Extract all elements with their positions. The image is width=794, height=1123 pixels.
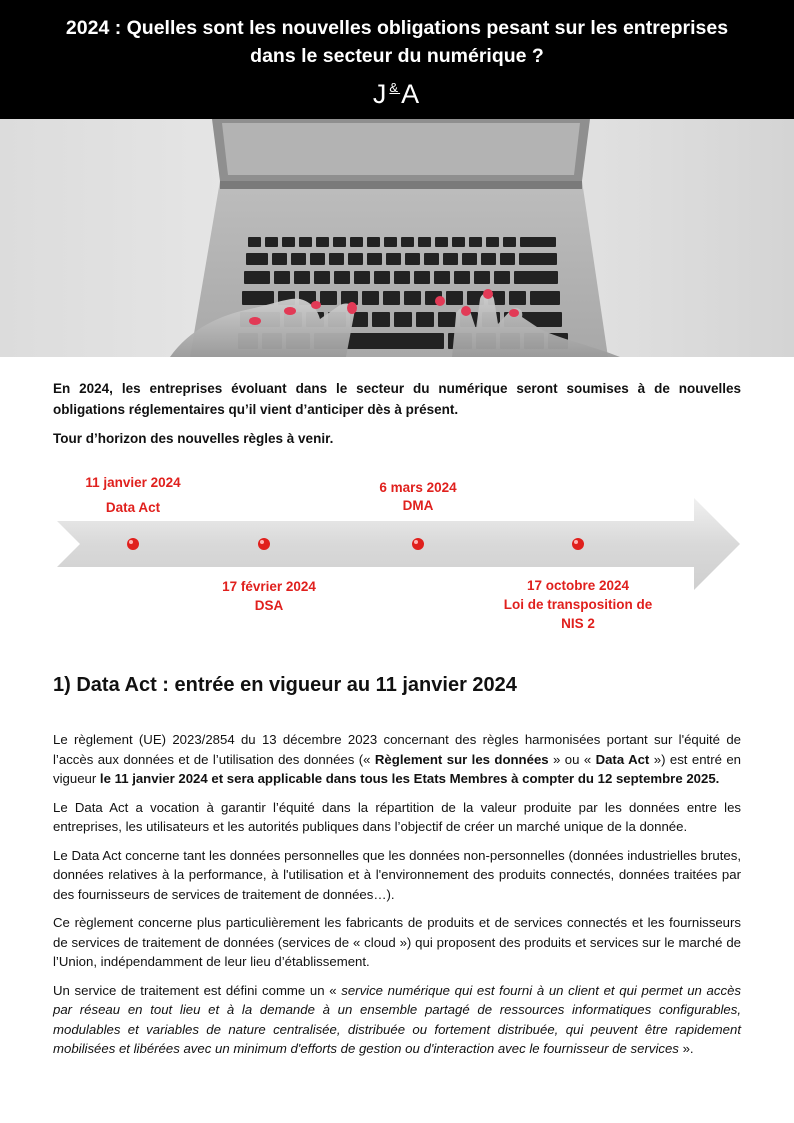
marker-data-act	[127, 538, 139, 550]
hero-laptop-image	[0, 119, 794, 357]
timeline	[0, 470, 794, 640]
event-date: 11 janvier 2024	[85, 475, 181, 490]
body-content	[53, 730, 741, 1068]
paragraph-3: Le Data Act concerne tant les données personnelles que les données non-personnelles (données industrielles brutes, données relatives à la performance, à l'utilisation et à l'environnement des produits connectés, données traitées par des fournisseurs de services de traitement de données…).	[53, 847, 741, 902]
text-span: Un service de traitement est défini comme un «	[53, 982, 342, 998]
event-data-act	[63, 473, 203, 517]
bold-applicability: et sera applicable dans tous les Etats Membres à compter du 12 septembre 2025.	[211, 771, 720, 786]
logo-ampersand: &	[389, 80, 401, 95]
event-date: 17 octobre 2024	[526, 578, 630, 593]
event-nis2	[488, 576, 668, 633]
logo-letter-j: J	[372, 79, 389, 109]
event-date: 17 février 2024	[222, 579, 316, 594]
marker-dma	[412, 538, 424, 550]
paragraph-4: Ce règlement concerne plus particulièrement les fabricants de produits et de services connectés et les fournisseurs de services de traitement de données (services de « cloud ») qui proposent des produits et services sur le marché de l’Union, indépendamment de leur lieu d’établissement.	[53, 915, 741, 969]
event-dma	[343, 479, 493, 515]
intro-section	[53, 378, 741, 457]
marker-dsa	[258, 538, 270, 550]
event-label: DSA	[254, 598, 284, 613]
logo-letter-a: A	[401, 79, 422, 109]
intro-tagline: Tour d’horizon des nouvelles règles à venir.	[53, 431, 334, 446]
section-heading: 1) Data Act : entrée en vigueur au 11 janvier 2024	[53, 674, 517, 696]
text-span: Le règlement (UE) 2023/2854 du 13 décembre 2023 concernant des règles harmonisées portant sur l'équité de l’accès aux données et de l’utilisation des données («	[53, 732, 741, 767]
event-date: 6 mars 2024	[379, 480, 457, 495]
header-banner	[0, 0, 794, 119]
marker-nis2	[572, 538, 584, 550]
title-line-2: dans le secteur du numérique ?	[250, 45, 544, 67]
text-span: ») est entré en vigueur	[53, 751, 741, 786]
intro-paragraph: En 2024, les entreprises évoluant dans le secteur du numérique seront soumises à de nouvelles obligations réglementaires qu’il vient d’anticiper dès à présent.	[53, 381, 741, 417]
paragraph-5	[53, 981, 741, 1059]
laptop-illustration	[0, 119, 794, 357]
text-span: ».	[678, 1041, 694, 1056]
paragraph-2: Le Data Act a vocation à garantir l’équité dans la répartition de la valeur produite par les données entre les entreprises, les utilisateurs et les autorités publiques dans l’objectif de créer un marché unique de la donnée.	[53, 799, 741, 834]
event-dsa	[194, 577, 344, 615]
text-span: » ou «	[548, 751, 596, 767]
event-label-line-2: NIS 2	[561, 616, 595, 631]
paragraph-1	[53, 730, 741, 789]
event-label-line-1: Loi de transposition de	[503, 597, 653, 612]
bold-term: Data Act	[595, 751, 650, 767]
definition-quote: service numérique qui est fourni à un client et qui permet un accès par réseau en tout lieu et à la demande à un ensemble partagé de ressources informatiques configurables, modulables et variables de nature centralisée, distribuée ou fortement distribuée, qui peuvent être rapidement mobilisées et libérées avec un minimum d'efforts de gestion ou d'interaction avec le fournisseur de services	[53, 982, 741, 1056]
event-label: Data Act	[105, 500, 161, 515]
page-title	[0, 0, 794, 70]
bold-term: Règlement sur les données	[374, 751, 549, 767]
bold-date: le 11 janvier 2024	[99, 771, 208, 786]
ja-logo	[0, 74, 794, 108]
title-line-1: 2024 : Quelles sont les nouvelles obligations pesant sur les entreprises	[65, 17, 729, 39]
event-label: DMA	[402, 498, 434, 513]
